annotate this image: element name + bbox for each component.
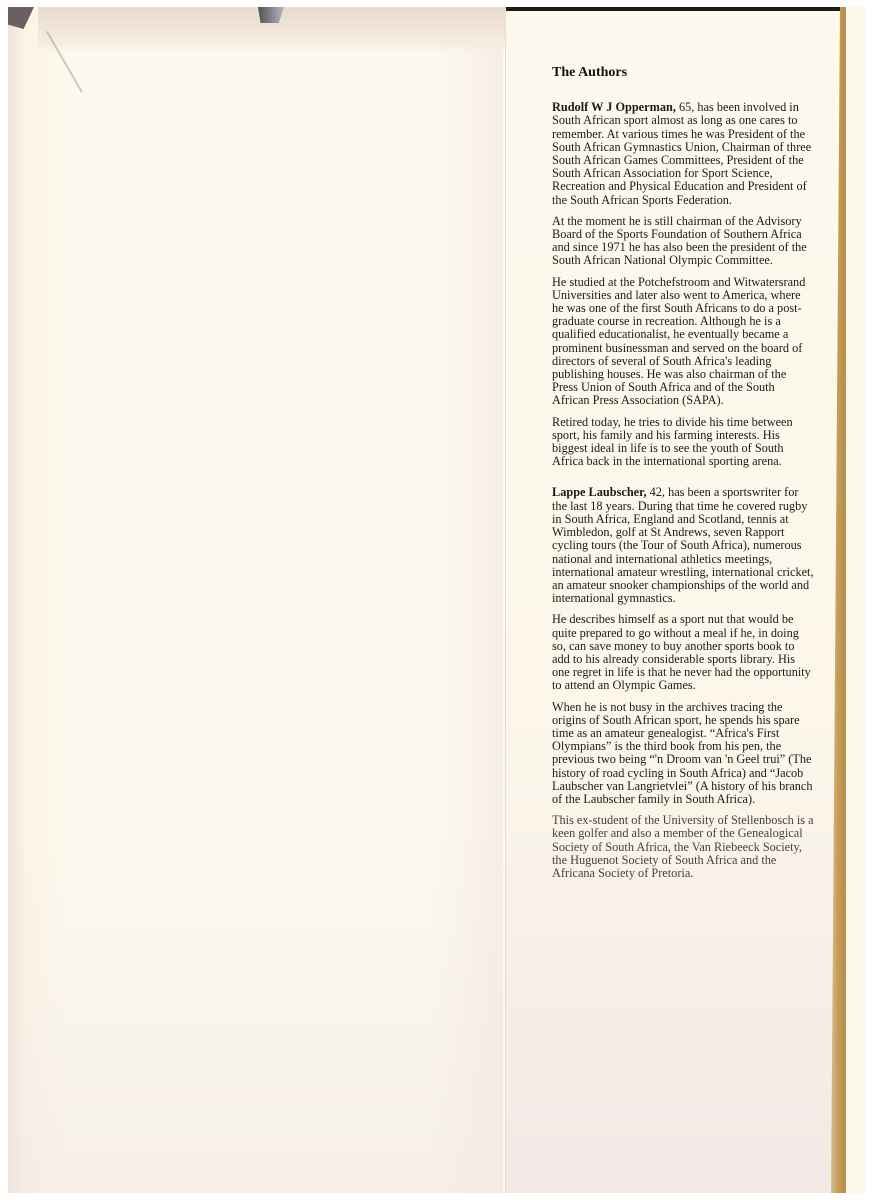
blank-left-page bbox=[8, 7, 503, 1193]
author-bio-paragraph: This ex-student of the University of Stellenbosch is a keen golfer and also a member of the Genealogical Society of South Africa, the Van Riebeeck Society, the Huguenot Society of South Africa and the Africana Society of Pretoria. bbox=[552, 813, 814, 880]
author-bio-paragraph: When he is not busy in the archives tracing the origins of South African sport, he spends his spare time as an amateur genealogist. “Africa's First Olympians” is the third book from his pen, the previous two being “'n Droom van 'n Geel trui” (The history of road cycling in South Africa) and “Jacob Laubscher van Langrietvlei” (A history of his branch of the Laubscher family in South Africa). bbox=[552, 699, 813, 806]
author-name: Rudolf W J Opperman, bbox=[552, 100, 676, 115]
section-heading: The Authors bbox=[552, 65, 628, 80]
page-edge-strip bbox=[826, 7, 846, 1193]
author-name: Lappe Laubscher, bbox=[552, 485, 647, 500]
author-bio-paragraph: He describes himself as a sport nut that would be quite prepared to go without a meal if he, in doing so, can save money to buy another sports book to add to his already considerable sports library. His one regret in life is that he never had the opportunity to attend an Olympic Games. bbox=[552, 612, 811, 693]
author-bio-paragraph: At the moment he is still chairman of the Advisory Board of the Sports Foundation of Southern Africa and since 1971 he has also been the president of the South African National Olympic Committee. bbox=[552, 213, 807, 268]
author-bio-paragraph: Retired today, he tries to divide his time between sport, his family and his farming interests. His biggest ideal in life is to see the youth of South Africa back in the international sporting arena. bbox=[552, 414, 793, 469]
authors-section bbox=[552, 66, 814, 888]
author-bio-paragraph: Rudolf W J Opperman, 65, has been involved in South African sport almost as long as one cares to remember. At various times he was President of the South African Gymnastics Union, Chairman of three South African Games Committees, President of the South African Association for Sport Science, Recreation and Physical Education and President of the South African Sports Federation. bbox=[552, 100, 812, 207]
author-bio-paragraph: Lappe Laubscher, 42, has been a sportswriter for the last 18 years. During that time he covered rugby in South Africa, England and Scotland, tennis at Wimbledon, golf at St Andrews, seven Rapport cycling tours (the Tour of South Africa), numerous national and international athletics meetings, international amateur wrestling, international cricket, an amateur snooker championships of the world and international gymnastics. bbox=[552, 485, 814, 606]
author-bio-paragraph: He studied at the Potchefstroom and Witwatersrand Universities and later also went to America, where he was one of the first South Africans to do a post-graduate course in recreation. Although he is a qualified educationalist, he eventually became a prominent businessman and served on the board of directors of several of South Africa's leading publishing houses. He was also chairman of the Press Union of South Africa and of the South African Press Association (SAPA). bbox=[552, 274, 806, 408]
